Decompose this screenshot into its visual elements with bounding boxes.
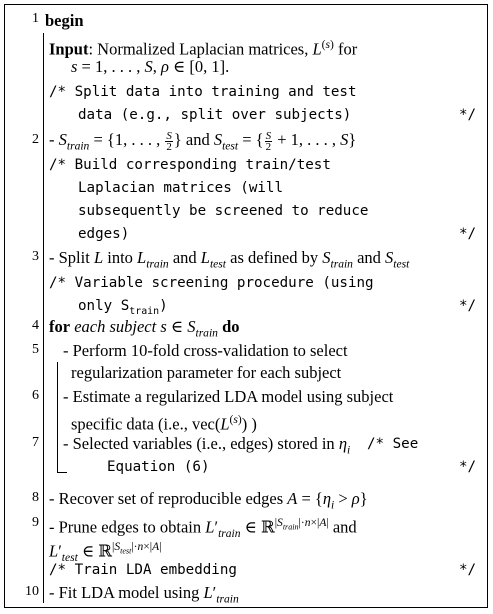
for-scope-bar xyxy=(57,362,58,472)
line-number: 7 xyxy=(32,435,39,450)
line-number: 8 xyxy=(32,490,39,505)
comment-build-2: Laplacian matrices (will xyxy=(78,180,283,196)
step-split-laplacian: - Split L into $L_{train}$ and $L_{test}$ as defined by $S_{train}$ and $S_{test}$ xyxy=(49,248,410,271)
comment-end: */ xyxy=(459,107,477,123)
comment-end: */ xyxy=(459,298,477,314)
comment-split-2: data (e.g., split over subjects) xyxy=(78,107,352,123)
step-fit-lda: - Fit LDA model using $L'_{train}$ xyxy=(49,583,239,606)
comment-see-2: Equation (6) xyxy=(107,459,210,475)
step-prune-edges-2: $L'_{test}$ ∈ ℝ$^{|S_{test}|\cdot n\times|A|}$ xyxy=(49,541,162,564)
comment-end: */ xyxy=(459,459,477,475)
step-split-sets: - $S_{train} = \{1$, . . . , $\frac{S}{2}$ } and $S_{test}$ = { $\frac{S}{2}$ + 1, . . . , S} xyxy=(49,129,357,153)
comment-end: */ xyxy=(459,226,477,242)
step-cross-validation-2: regularization parameter for each subject xyxy=(71,363,342,382)
comment-see-1: /* See xyxy=(367,436,419,452)
input-line-1: Input: Normalized Laplacian matrices, $L^{(s)}$ for xyxy=(49,39,358,59)
begin-keyword: begin xyxy=(45,11,84,30)
comment-build-4: edges) xyxy=(78,226,130,242)
step-cross-validation-1: - Perform 10-fold cross-validation to select xyxy=(63,341,348,360)
comment-screening-2: only $S_{train}$) xyxy=(78,298,168,317)
step-estimate-lda-1: - Estimate a regularized LDA model using subject xyxy=(63,387,394,406)
step-selected-variables: - Selected variables (i.e., edges) stored in $\eta_i$ xyxy=(63,434,351,457)
line-number: 5 xyxy=(32,342,39,357)
line-number: 1 xyxy=(32,11,39,26)
line-number: 2 xyxy=(32,132,39,147)
comment-end: */ xyxy=(459,562,477,578)
algorithm-box xyxy=(4,4,488,608)
step-for-loop: for each subject s ∈ $S_{train}$ do xyxy=(49,317,240,340)
comment-split-1: /* Split data into training and test xyxy=(49,84,357,100)
step-recover-edges: - Recover set of reproducible edges $A = \{\eta_i > \rho\}$ xyxy=(49,489,368,512)
input-line-2: s = 1, . . . , S, ρ ∈ [0, 1]. xyxy=(71,57,230,76)
step-estimate-lda-2: specific data (i.e., $vec(L^{(s)})$ ) xyxy=(71,414,257,434)
comment-build-1: /* Build corresponding train/test xyxy=(49,157,331,173)
line-number: 3 xyxy=(32,249,39,264)
line-number: 6 xyxy=(32,388,39,403)
comment-train-lda: /* Train LDA embedding xyxy=(49,562,237,578)
step-prune-edges-1: - Prune edges to obtain $L'_{train}$ ∈ ℝ$^{|S_{train}|\cdot n\times|A|}$ and xyxy=(49,517,357,540)
for-scope-end xyxy=(57,472,67,473)
comment-screening-1: /* Variable screening procedure (using xyxy=(49,275,374,291)
comment-build-3: subsequently be screened to reduce xyxy=(78,203,369,219)
line-number: 10 xyxy=(25,584,39,599)
begin-scope-bar xyxy=(43,33,44,603)
line-number: 9 xyxy=(32,515,39,530)
line-number: 4 xyxy=(32,318,39,333)
